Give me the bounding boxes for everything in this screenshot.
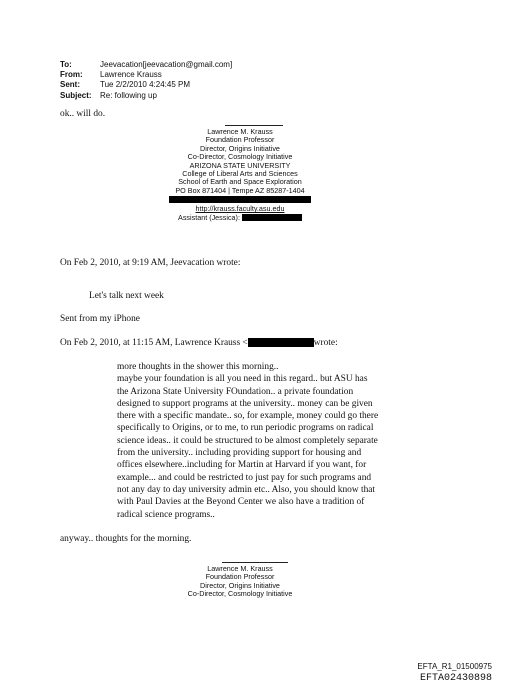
- body-line: specifically to Origins, or to me, to run periodic programs on radical: [117, 423, 374, 434]
- body-line: maybe your foundation is all you need in this regard.. but ASU has: [117, 374, 368, 385]
- body-line: science ideas.. it could be structured to be almost completely separate: [117, 435, 378, 446]
- quote1-message: Let's talk next week: [89, 291, 164, 301]
- body-line: with Paul Davies at the Beyond Center we also have a tradition of: [117, 497, 365, 508]
- to-value: Jeevacation[jeevacation@gmail.com]: [100, 60, 233, 69]
- sent-label: Sent:: [60, 80, 80, 90]
- subject-value: Re: following up: [100, 90, 157, 100]
- quote1-intro: On Feb 2, 2010, at 9:19 AM, Jeevacation wrote:: [60, 258, 241, 268]
- quote2-intro-prefix: On Feb 2, 2010, at 11:15 AM, Lawrence Krauss <: [60, 338, 248, 348]
- subject-label: Subject:: [60, 90, 92, 100]
- signature-name: Lawrence M. Krauss: [207, 564, 273, 573]
- reply-text: ok.. will do.: [60, 109, 106, 119]
- quote1-sent-from: Sent from my iPhone: [60, 314, 140, 324]
- body-line: from the university.. including providing support for housing and: [117, 448, 362, 459]
- closing-text: anyway.. thoughts for the morning.: [60, 534, 192, 544]
- body-line: radical science programs..: [117, 509, 215, 520]
- body-line: offices elsewhere..including for Martin at Harvard if you want, for: [117, 460, 367, 471]
- body-line: there with a specific mandate.. so, for example, money could go there: [117, 411, 379, 422]
- signature-title: Co-Director, Cosmology Initiative: [187, 152, 293, 162]
- quote2-intro: [60, 338, 338, 348]
- body-line: example... and could be restricted to just pay for such programs and: [117, 472, 372, 483]
- body-line: designed to support programs at the university.. money can be given: [117, 398, 373, 409]
- redaction-bar: [169, 196, 311, 203]
- from-label: From:: [60, 70, 83, 80]
- signature-url-link[interactable]: http://krauss.faculty.asu.edu: [195, 204, 285, 214]
- signature-title: Foundation Professor: [205, 135, 275, 145]
- signature-rule: [222, 562, 288, 563]
- body-line: more thoughts in the shower this morning..: [117, 362, 279, 372]
- quote2-intro-suffix: wrote:: [313, 338, 338, 348]
- signature-title: Foundation Professor: [205, 572, 275, 582]
- sent-value: Tue 2/2/2010 4:24:45 PM: [100, 80, 190, 90]
- signature-title: Director, Origins Initiative: [200, 143, 280, 153]
- quote2-body: [117, 361, 378, 521]
- signature-title: Director, Origins Initiative: [200, 580, 280, 590]
- bates-number-small: EFTA_R1_01500975: [417, 662, 492, 671]
- redaction-bar: [242, 214, 302, 221]
- signature-address: PO Box 871404 | Tempe AZ 85287-1404: [175, 185, 305, 195]
- to-label: To:: [60, 60, 72, 69]
- signature-title: Co-Director, Cosmology Initiative: [187, 589, 293, 599]
- signature-college: College of Liberal Arts and Sciences: [182, 169, 298, 179]
- redaction-bar: [248, 338, 314, 347]
- body-line: not any day to day university admin etc.. Also, you should know that: [117, 484, 376, 495]
- body-line: the Arizona State University FOundation.. a private foundation: [117, 386, 354, 397]
- signature-rule: [225, 125, 283, 126]
- signature-block-2: [150, 565, 330, 599]
- signature-assistant: Assistant (Jessica):: [178, 212, 240, 222]
- signature-name: Lawrence M. Krauss: [207, 127, 273, 136]
- bates-number: EFTA02430898: [419, 673, 492, 684]
- signature-university: ARIZONA STATE UNIVERSITY: [189, 160, 291, 170]
- from-value: Lawrence Krauss: [100, 70, 162, 80]
- signature-school: School of Earth and Space Exploration: [178, 177, 302, 187]
- signature-block: [150, 128, 330, 222]
- email-header: [60, 60, 232, 101]
